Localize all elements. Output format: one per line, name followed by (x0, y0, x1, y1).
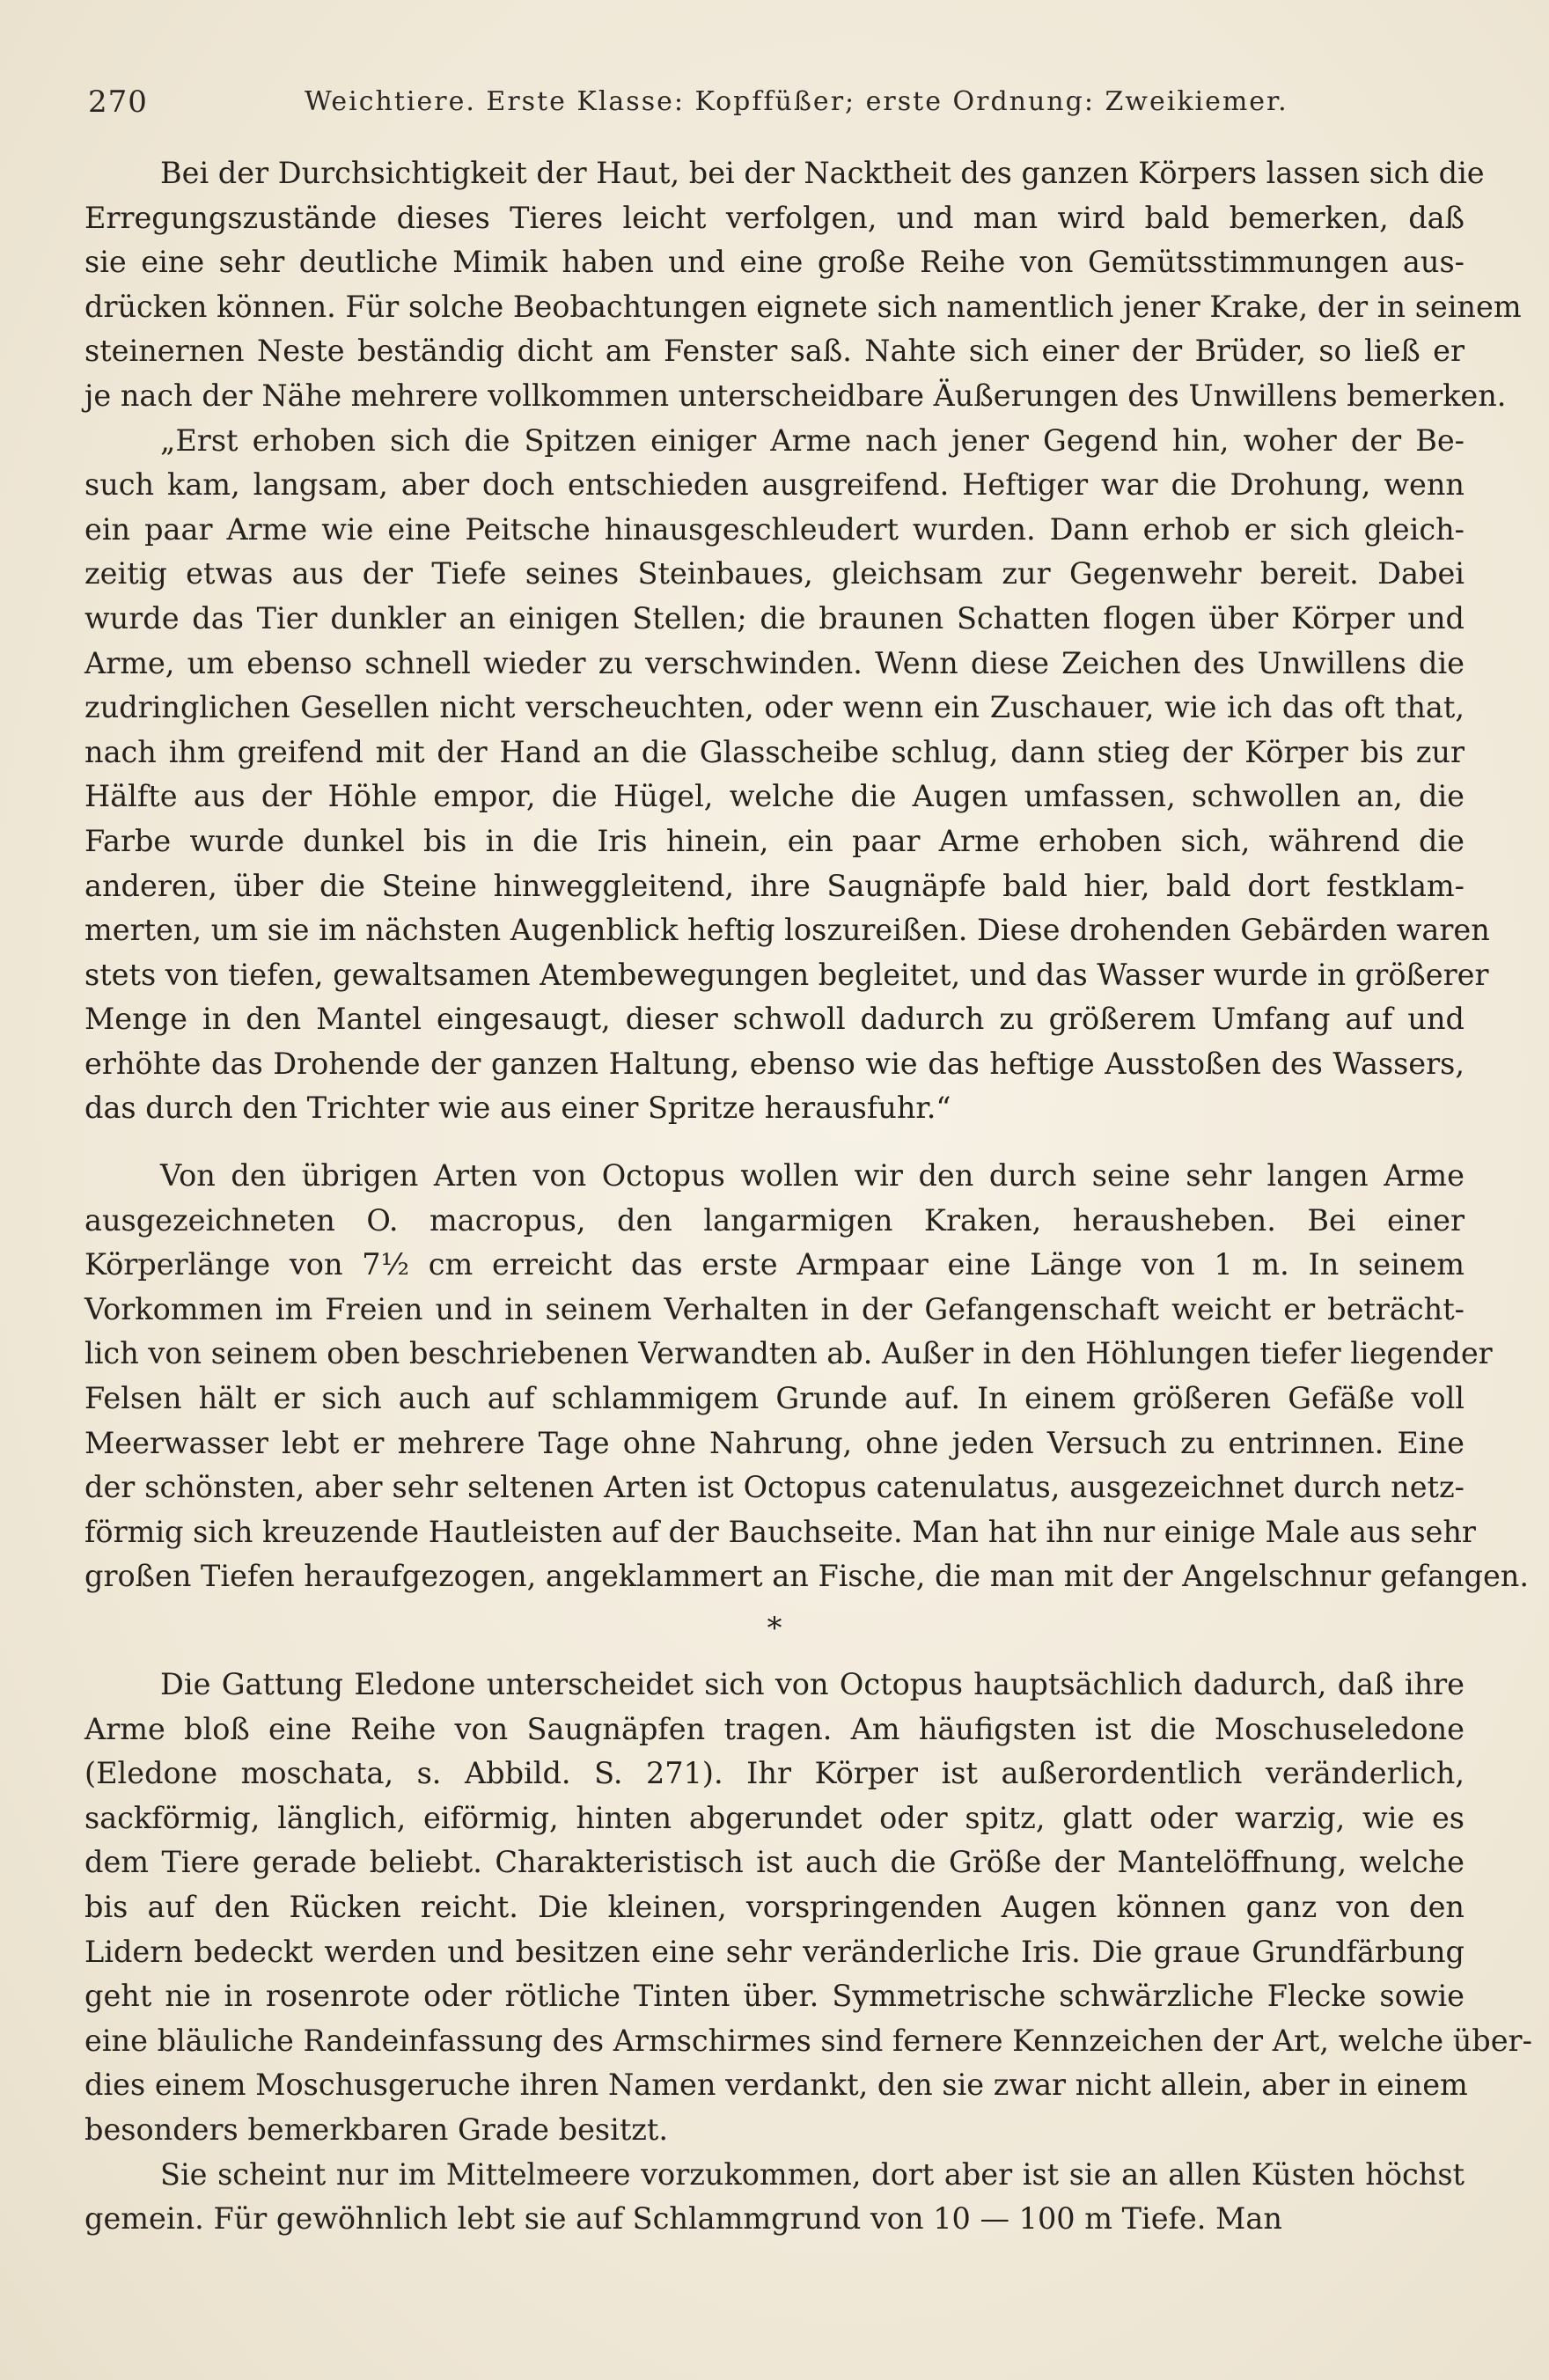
text-line: Lidern bedeckt werden und besitzen eine sehr veränderliche Iris. Die graue Grundfärbung (84, 1934, 1465, 1969)
text-line: „Erst erhoben sich die Spitzen einiger Arme nach jener Gegend hin, woher der Be- (160, 422, 1465, 458)
text-line: eine bläuliche Randeinfassung des Armschirmes sind fernere Kennzeichen der Art, welche über- (84, 2023, 1532, 2058)
text-block-after-separator (84, 1663, 1532, 2242)
text-line: drücken können. Für solche Beobachtungen eignete sich namentlich jener Krake, der in seinem (84, 289, 1522, 324)
text-line: steinernen Neste beständig dicht am Fenster saß. Nahte sich einer der Brüder, so ließ er (84, 334, 1465, 369)
text-line: ein paar Arme wie eine Peitsche hinausgeschleudert wurden. Dann erhob er sich gleich- (84, 511, 1465, 547)
text-line: Farbe wurde dunkel bis in die Iris hinein, ein paar Arme erhoben sich, während die (84, 823, 1465, 858)
text-line: such kam, langsam, aber doch entschieden ausgreifend. Heftiger war die Drohung, wenn (84, 467, 1465, 503)
text-line: besonders bemerkbaren Grade besitzt. (84, 2112, 669, 2147)
page-number: 270 (88, 84, 148, 120)
text-line: ausgezeichneten O. macropus, den langarmigen Kraken, herausheben. Bei einer (84, 1202, 1465, 1238)
paragraph-gap (84, 1131, 1465, 1154)
text-line: Arme bloß eine Reihe von Saugnäpfen tragen. Am häufigsten ist die Moschuseledone (84, 1711, 1465, 1746)
text-line: merten, um sie im nächsten Augenblick heftig loszureißen. Diese drohenden Gebärden waren (84, 913, 1490, 948)
text-line: zeitig etwas aus der Tiefe seines Steinbaues, gleichsam zur Gegenwehr bereit. Dabei (84, 556, 1465, 591)
text-line: gemein. Für gewöhnlich lebt sie auf Schlammgrund von 10 — 100 m Tiefe. Man (84, 2201, 1282, 2237)
page-body (84, 151, 1532, 2242)
text-line: geht nie in rosenrote oder rötliche Tinten über. Symmetrische schwärzliche Flecke sowie (84, 1979, 1465, 2014)
running-head: Weichtiere. Erste Klasse: Kopffüßer; erste Ordnung: Zweikiemer. (305, 86, 1288, 117)
text-line: Die Gattung Eledone unterscheidet sich von Octopus hauptsächlich dadurch, daß ihre (160, 1667, 1465, 1701)
text-line: Sie scheint nur im Mittelmeere vorzukommen, dort aber ist sie an allen Küsten höchst (160, 2156, 1465, 2192)
paragraph (84, 1663, 1532, 2153)
text-line: förmig sich kreuzende Hautleisten auf der Bauchseite. Man hat ihn nur einige Male aus sehr (84, 1514, 1476, 1549)
text-line: dem Tiere gerade beliebt. Charakteristisch ist auch die Größe der Mantelöffnung, welche (84, 1845, 1465, 1880)
text-line: dies einem Moschusgeruche ihren Namen verdankt, den sie zwar nicht allein, aber in einem (84, 2068, 1468, 2103)
text-line: stets von tiefen, gewaltsamen Atembewegungen begleitet, und das Wasser wurde in größerer (84, 957, 1489, 992)
text-line: Vorkommen im Freien und in seinem Verhalten in der Gefangenschaft weicht er beträcht- (84, 1291, 1465, 1326)
text-line: das durch den Trichter wie aus einer Spritze herausfuhr.“ (84, 1091, 951, 1126)
paragraph (84, 2153, 1465, 2242)
page-header (84, 84, 1465, 130)
text-line: Menge in den Mantel eingesaugt, dieser schwoll dadurch zu größerem Umfang auf und (84, 1002, 1465, 1037)
text-line: Erregungszustände dieses Tieres leicht verfolgen, und man wird bald bemerken, daß (84, 200, 1465, 235)
paragraph (84, 1154, 1529, 1599)
text-line: Hälfte aus der Höhle empor, die Hügel, welche die Augen umfassen, schwollen an, die (84, 779, 1465, 814)
text-line: Körperlänge von 7½ cm erreicht das erste Armpaar eine Länge von 1 m. In seinem (84, 1247, 1465, 1282)
text-line: Bei der Durchsichtigkeit der Haut, bei der Nacktheit des ganzen Körpers lassen sich die (160, 156, 1485, 190)
text-line: Arme, um ebenso schnell wieder zu verschwinden. Wenn diese Zeichen des Unwillens die (84, 645, 1465, 680)
paragraph (84, 151, 1522, 419)
text-line: der schönsten, aber sehr seltenen Arten ist Octopus catenulatus, ausgezeichnet durch netz- (84, 1470, 1465, 1505)
section-separator: * (767, 1611, 782, 1646)
text-line: lich von seinem oben beschriebenen Verwandten ab. Außer in den Höhlungen tiefer liegender (84, 1336, 1493, 1371)
text-line: je nach der Nähe mehrere vollkommen unterscheidbare Äußerungen des Unwillens bemerken. (84, 378, 1507, 413)
text-line: nach ihm greifend mit der Hand an die Glasscheibe schlug, dann stieg der Körper bis zur (84, 734, 1465, 769)
text-line: (Eledone moschata, s. Abbild. S. 271). Ihr Körper ist außerordentlich veränderlich, (84, 1756, 1465, 1791)
text-line: Von den übrigen Arten von Octopus wollen wir den durch seine sehr langen Arme (160, 1158, 1465, 1194)
text-line: sie eine sehr deutliche Mimik haben und eine große Reihe von Gemütsstimmungen aus- (84, 245, 1465, 280)
text-line: großen Tiefen heraufgezogen, angeklammert an Fische, die man mit der Angelschnur gefangen. (84, 1559, 1529, 1594)
text-line: sackförmig, länglich, eiförmig, hinten abgerundet oder spitz, glatt oder warzig, wie es (84, 1800, 1465, 1835)
text-line: Meerwasser lebt er mehrere Tage ohne Nahrung, ohne jeden Versuch zu entrinnen. Eine (84, 1425, 1465, 1460)
paragraph (84, 419, 1490, 1132)
text-line: anderen, über die Steine hinweggleitend, ihre Saugnäpfe bald hier, bald dort festklam- (84, 868, 1465, 903)
text-line: Felsen hält er sich auch auf schlammigem Grunde auf. In einem größeren Gefäße voll (84, 1381, 1465, 1416)
text-line: wurde das Tier dunkler an einigen Stellen; die braunen Schatten flogen über Körper und (84, 600, 1465, 635)
text-line: erhöhte das Drohende der ganzen Haltung, ebenso wie das heftige Ausstoßen des Wassers, (84, 1046, 1465, 1081)
text-block-before-separator (84, 151, 1529, 1599)
text-line: zudringlichen Gesellen nicht verscheuchten, oder wenn ein Zuschauer, wie ich das oft that, (84, 690, 1465, 725)
text-line: bis auf den Rücken reicht. Die kleinen, vorspringenden Augen können ganz von den (84, 1889, 1465, 1924)
